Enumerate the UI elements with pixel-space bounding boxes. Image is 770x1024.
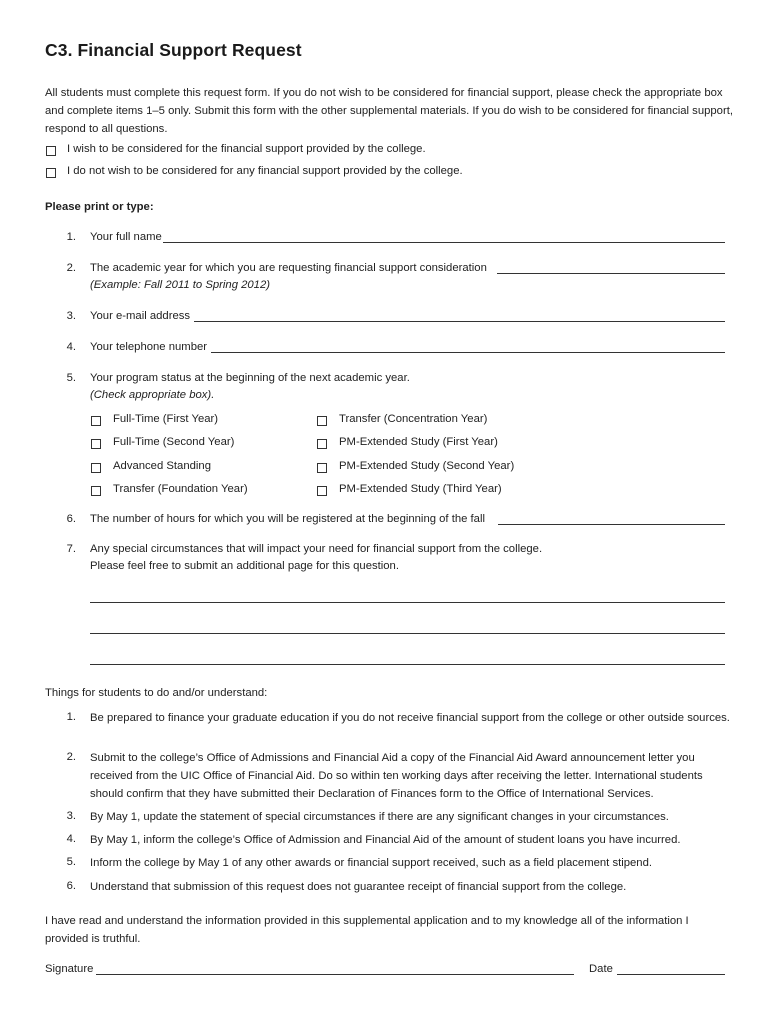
status-checkbox-pm-third[interactable]: [317, 486, 327, 496]
q2-example-note: (Example: Fall 2011 to Spring 2012): [90, 279, 271, 291]
not-consider-checkbox[interactable]: [46, 168, 56, 178]
thing-number: 3.: [66, 810, 76, 822]
thing-text: Be prepared to finance your graduate education if you do not receive financial support from the college or other outside sources.: [90, 712, 730, 724]
print-heading: Please print or type:: [45, 201, 154, 213]
q5-note: (Check appropriate box).: [90, 389, 215, 401]
status-checkbox-fulltime-first[interactable]: [91, 416, 101, 426]
thing-number: 4.: [66, 833, 76, 845]
q6-number: 6.: [66, 513, 76, 525]
q4-label: Your telephone number: [90, 341, 208, 353]
status-checkbox-transfer-foundation[interactable]: [91, 486, 101, 496]
hours-field[interactable]: [498, 524, 725, 525]
q1-number: 1.: [66, 231, 76, 243]
email-field[interactable]: [194, 321, 725, 322]
thing-text: By May 1, update the statement of special circumstances if there are any significant changes in your circumstances.: [90, 811, 669, 823]
signature-label: Signature: [45, 963, 94, 975]
status-label: PM-Extended Study (Second Year): [339, 460, 515, 472]
thing-number: 5.: [66, 856, 76, 868]
q5-label: Your program status at the beginning of the next academic year.: [90, 372, 410, 384]
signature-field[interactable]: [96, 974, 574, 975]
status-checkbox-pm-second[interactable]: [317, 463, 327, 473]
status-label: Full-Time (Second Year): [113, 436, 235, 448]
date-label: Date: [589, 963, 613, 975]
status-label: PM-Extended Study (Third Year): [339, 483, 502, 495]
thing-number: 1.: [66, 711, 76, 723]
not-consider-label: I do not wish to be considered for any financial support provided by the college.: [67, 165, 463, 177]
status-checkbox-pm-first[interactable]: [317, 439, 327, 449]
thing-text: Submit to the college’s Office of Admissions and Financial Aid a copy of the Financial Aid Award announcement letter you received from the UIC Office of Financial Aid. Do so within ten working days after receiving the letter. International students should confirm that they have submitted their Declaration of Finances form to the Office of International Services.: [90, 752, 703, 800]
q1-label: Your full name: [90, 231, 162, 243]
circumstances-line-3[interactable]: [90, 664, 725, 665]
status-checkbox-transfer-concentration[interactable]: [317, 416, 327, 426]
status-label: Advanced Standing: [113, 460, 211, 472]
consider-label: I wish to be considered for the financial support provided by the college.: [67, 143, 426, 155]
q6-label: The number of hours for which you will be registered at the beginning of the fall: [90, 513, 485, 525]
circumstances-line-2[interactable]: [90, 633, 725, 634]
q7-label: Any special circumstances that will impact your need for financial support from the college.: [90, 543, 543, 555]
academic-year-field[interactable]: [497, 273, 725, 274]
thing-number: 2.: [66, 751, 76, 763]
status-label: Full-Time (First Year): [113, 413, 219, 425]
telephone-field[interactable]: [211, 352, 725, 353]
status-label: Transfer (Foundation Year): [113, 483, 248, 495]
status-label: PM-Extended Study (First Year): [339, 436, 498, 448]
page-title: C3. Financial Support Request: [45, 40, 302, 60]
thing-text: Understand that submission of this request does not guarantee receipt of financial support from the college.: [90, 881, 627, 893]
thing-text: By May 1, inform the college’s Office of Admission and Financial Aid of the amount of student loans you have incurred.: [90, 834, 681, 846]
q7-label-2: Please feel free to submit an additional page for this question.: [90, 560, 399, 572]
thing-text: Inform the college by May 1 of any other awards or financial support received, such as a field placement stipend.: [90, 857, 653, 869]
q7-number: 7.: [66, 543, 76, 555]
full-name-field[interactable]: [163, 242, 725, 243]
circumstances-line-1[interactable]: [90, 602, 725, 603]
q5-number: 5.: [66, 372, 76, 384]
status-label: Transfer (Concentration Year): [339, 413, 488, 425]
q2-label: The academic year for which you are requesting financial support consideration: [90, 262, 487, 274]
status-checkbox-fulltime-second[interactable]: [91, 439, 101, 449]
thing-number: 6.: [66, 880, 76, 892]
things-heading: Things for students to do and/or understand:: [45, 687, 268, 699]
date-field[interactable]: [617, 974, 725, 975]
status-checkbox-advanced-standing[interactable]: [91, 463, 101, 473]
q3-label: Your e-mail address: [90, 310, 191, 322]
q4-number: 4.: [66, 341, 76, 353]
consider-checkbox[interactable]: [46, 146, 56, 156]
q2-number: 2.: [66, 262, 76, 274]
intro-paragraph: All students must complete this request form. If you do not wish to be considered for financial support, please check the appropriate box and complete items 1–5 only. Submit this form with the other supplemental materials. If you do wish to be considered for financial support, respond to all questions.: [45, 87, 733, 135]
declaration: I have read and understand the information provided in this supplemental application and to my knowledge all of the information I provided is truthful.: [45, 915, 689, 945]
q3-number: 3.: [66, 310, 76, 322]
